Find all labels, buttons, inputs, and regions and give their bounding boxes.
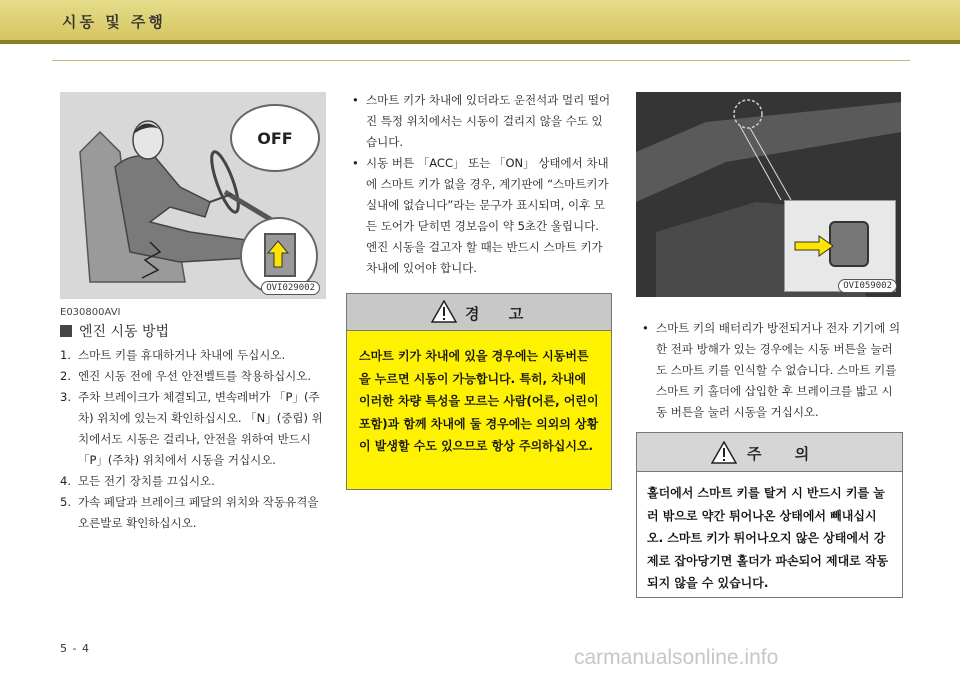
section-title (60, 321, 169, 341)
list-item (60, 387, 326, 471)
list-item (60, 471, 326, 492)
step-text: 가속 페달과 브레이크 페달의 위치와 작동유격을 오른발로 확인하십시오. (78, 495, 319, 530)
page-number: 5 - 4 (60, 642, 90, 655)
middle-bullet-list (350, 90, 612, 279)
page-header-title: 시동 및 주행 (62, 13, 166, 31)
bullet-text: 스마트 키가 차내에 있더라도 운전석과 멀리 떨어진 특정 위치에서는 시동이 걸리지 않을 수도 있습니다. (366, 93, 611, 149)
section-code: E030800AVI (60, 307, 121, 318)
step-text: 엔진 시동 전에 우선 안전벨트를 착용하십시오. (78, 369, 312, 383)
caution-triangle-icon (711, 441, 737, 464)
up-arrow-icon (266, 239, 290, 269)
caution-title: 주 의 (747, 445, 824, 463)
section-title-text: 엔진 시동 방법 (79, 324, 170, 340)
warning-title: 경 고 (465, 305, 536, 323)
list-item (60, 345, 326, 366)
list-item (640, 318, 902, 423)
list-item (60, 492, 326, 534)
bullet-text: 시동 버튼 「ACC」 또는 「ON」 상태에서 차내에 스마트 키가 없을 경우, 계기판에 “스마트키가 실내에 없습니다”라는 문구가 표시되며, 이후 모든 도어가 닫히면 경보음이 약 5초간 울립니다. 엔진 시동을 걸고자 할 때는 반드시 스마트 키가 차내에 있어야 합니다. (366, 156, 609, 275)
off-bubble (230, 104, 320, 172)
key-slot-icon (829, 221, 869, 267)
watermark: carmanualsonline.info (574, 646, 779, 669)
step-number: 5. (60, 495, 71, 509)
bullet-dot: • (352, 156, 359, 170)
square-bullet-icon (60, 325, 72, 337)
right-arrow-icon (793, 235, 835, 257)
step-text: 주차 브레이크가 체결되고, 변속레버가 「P」(주차) 위치에 있는지 확인하십시오. 「N」(중립) 위치에서도 시동은 걸리나, 안전을 위하여 반드시 「P」(주차) 위치에서 시동을 거십시오. (78, 390, 323, 467)
list-item (350, 153, 612, 279)
step-text: 모든 전기 장치를 끄십시오. (78, 474, 215, 488)
warning-header (347, 294, 611, 331)
header-strip (0, 40, 960, 44)
key-holder-illustration (636, 92, 901, 297)
bullet-text: 스마트 키의 배터리가 방전되거나 전자 기기에 의한 전파 방해가 있는 경우에는 시동 버튼을 눌러도 스마트 키를 인식할 수 없습니다. 스마트 키를 스마트 키 홀더에 삽입한 후 브레이크를 밟고 시동 버튼을 눌러 시동을 거십시오. (656, 321, 901, 419)
figure-code-right: OVI059002 (838, 279, 897, 293)
warning-triangle-icon (431, 300, 457, 323)
list-item (60, 366, 326, 387)
header-divider (52, 60, 910, 61)
right-bullet-list (640, 318, 902, 423)
figure-code-left: OVI029002 (261, 281, 320, 295)
step-number: 4. (60, 474, 71, 488)
bullet-dot: • (352, 93, 359, 107)
warning-box (346, 293, 612, 490)
step-number: 1. (60, 348, 71, 362)
caution-box (636, 432, 903, 598)
list-item (350, 90, 612, 153)
start-steps-list (60, 345, 326, 534)
off-text: OFF (257, 128, 293, 148)
caution-body: 홀더에서 스마트 키를 탈거 시 반드시 키를 눌러 밖으로 약간 튀어나온 상태에서 빼내십시오. 스마트 키가 튀어나오지 않은 상태에서 강제로 잡아당기면 홀더가 파손되어 제대로 작동 되지 않을 수 있습니다. (647, 486, 889, 590)
step-number: 3. (60, 390, 71, 404)
caution-header (637, 433, 902, 472)
warning-body: 스마트 키가 차내에 있을 경우에는 시동버튼을 누르면 시동이 가능합니다. 특히, 차내에 이러한 차량 특성을 모르는 사람(어른, 어린이 포함)과 함께 차내에 둘 경우에는 의외의 상황이 발생할 수도 있으므로 항상 주의하십시오. (359, 349, 599, 453)
step-number: 2. (60, 369, 71, 383)
step-text: 스마트 키를 휴대하거나 차내에 두십시오. (78, 348, 286, 362)
bullet-dot: • (642, 321, 649, 335)
driver-illustration (60, 92, 326, 299)
